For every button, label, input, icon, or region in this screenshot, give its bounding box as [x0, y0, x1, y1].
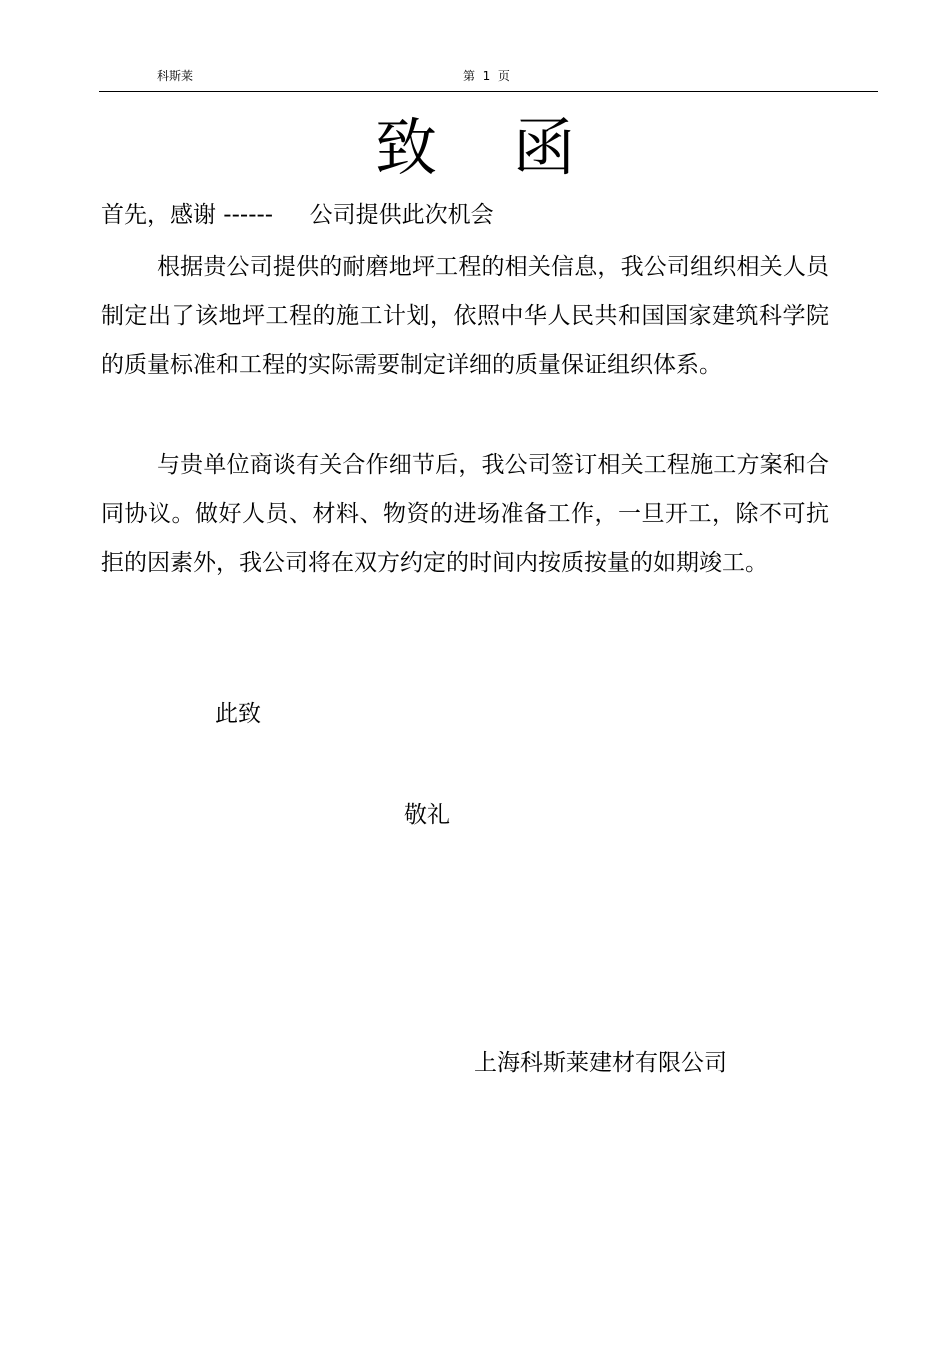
letter-paragraph-1: 根据贵公司提供的耐磨地坪工程的相关信息，我公司组织相关人员制定出了该地坪工程的施工计划，依照中华人民共和国国家建筑科学院的质量标准和工程的实际需要制定详细的质量保证组织体系。 — [101, 254, 829, 378]
letter-signature: 上海科斯莱建材有限公司 — [474, 1050, 727, 1076]
header-divider — [99, 91, 878, 92]
header-company-name: 科斯莱 — [157, 69, 194, 83]
letter-greeting: 首先，感谢 ------ 公司提供此次机会 — [101, 202, 494, 228]
letter-regards: 敬礼 — [404, 802, 450, 828]
header-page-number: 第 1 页 — [463, 69, 510, 83]
letter-closing: 此致 — [215, 701, 261, 727]
letter-title: 致函 — [374, 111, 651, 184]
letter-paragraph-2: 与贵单位商谈有关合作细节后，我公司签订相关工程施工方案和合同协议。做好人员、材料、物资的进场准备工作，一旦开工，除不可抗拒的因素外，我公司将在双方约定的时间内按质按量的如期竣工。 — [101, 452, 829, 576]
